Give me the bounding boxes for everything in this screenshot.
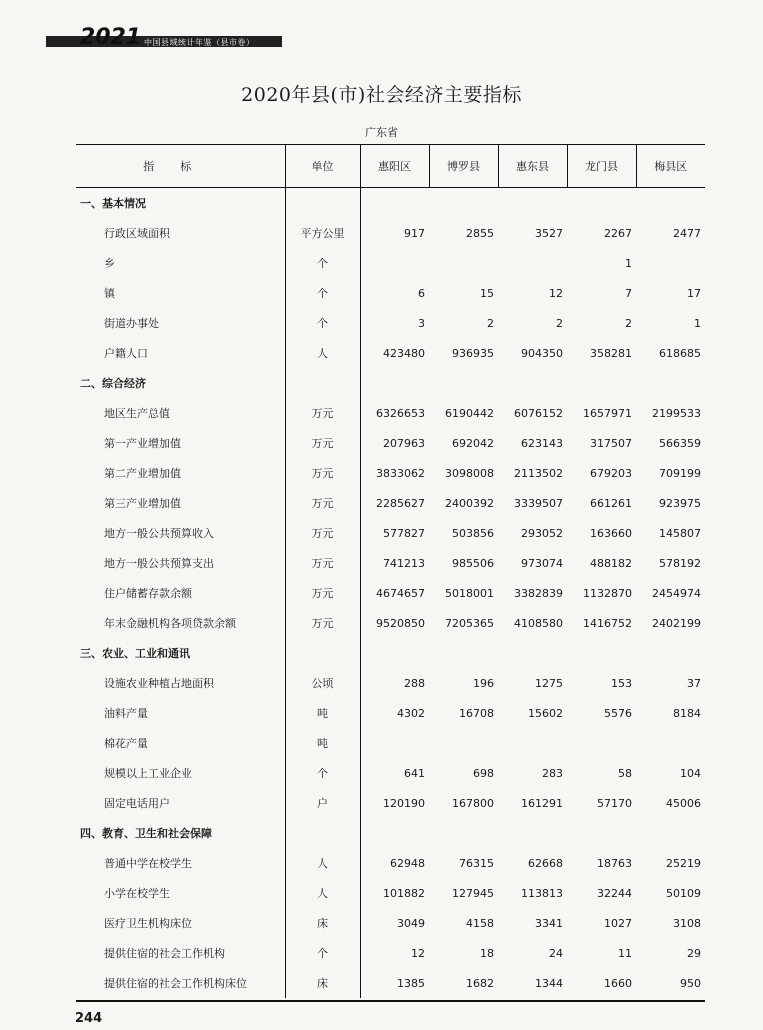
value-cell: 2	[487, 316, 494, 330]
value-cell: 4674657	[360, 578, 429, 608]
unit-cell: 个	[285, 308, 360, 338]
table-row	[76, 248, 705, 278]
value-cell: 7	[625, 286, 632, 300]
indicator-label: 医疗卫生机构床位	[104, 917, 192, 930]
indicator-label: 乡	[104, 257, 115, 270]
unit-cell: 吨	[285, 698, 360, 728]
value-cell: 423480	[360, 338, 429, 368]
value-cell: 6076152	[514, 406, 563, 420]
value-cell: 2400392	[445, 496, 494, 510]
value-cell: 161291	[521, 796, 563, 810]
value-cell	[567, 728, 636, 758]
table-row	[76, 878, 705, 908]
indicator-table	[76, 144, 705, 998]
value-cell: 3108	[673, 916, 701, 930]
unit-cell: 人	[285, 878, 360, 908]
indicator-label: 第二产业增加值	[104, 467, 181, 480]
header-county-3: 惠东县	[498, 145, 567, 188]
value-cell: 709199	[659, 466, 701, 480]
value-cell	[429, 728, 498, 758]
value-cell: 4108580	[514, 616, 563, 630]
section-label: 三、农业、工业和通讯	[80, 647, 190, 660]
value-cell: 127945	[452, 886, 494, 900]
table-row	[76, 698, 705, 728]
value-cell: 62668	[528, 856, 563, 870]
value-cell: 2113502	[514, 466, 563, 480]
value-cell: 101882	[360, 878, 429, 908]
value-cell	[567, 368, 636, 398]
unit-cell: 公顷	[285, 668, 360, 698]
value-cell	[429, 818, 498, 848]
value-cell: 6326653	[360, 398, 429, 428]
value-cell: 12	[360, 938, 429, 968]
value-cell: 936935	[452, 346, 494, 360]
value-cell: 904350	[521, 346, 563, 360]
indicator-label: 地方一般公共预算收入	[104, 527, 214, 540]
indicator-label: 设施农业种植占地面积	[104, 677, 214, 690]
value-cell: 283	[542, 766, 563, 780]
value-cell: 288	[360, 668, 429, 698]
unit-cell: 平方公里	[285, 218, 360, 248]
value-cell	[360, 248, 429, 278]
header-county-1: 惠阳区	[360, 145, 429, 188]
indicator-label: 提供住宿的社会工作机构床位	[104, 977, 247, 990]
value-cell: 2855	[466, 226, 494, 240]
value-cell	[429, 248, 498, 278]
unit-cell: 万元	[285, 458, 360, 488]
value-cell: 32244	[597, 886, 632, 900]
indicator-label: 第一产业增加值	[104, 437, 181, 450]
section-label: 四、教育、卫生和社会保障	[80, 827, 212, 840]
value-cell: 623143	[521, 436, 563, 450]
value-cell	[498, 248, 567, 278]
value-cell: 2	[625, 316, 632, 330]
value-cell: 24	[549, 946, 563, 960]
value-cell: 153	[611, 676, 632, 690]
value-cell: 5018001	[445, 586, 494, 600]
unit-cell: 万元	[285, 578, 360, 608]
header-unit: 单位	[285, 145, 360, 188]
value-cell: 577827	[360, 518, 429, 548]
table-row	[76, 908, 705, 938]
unit-cell: 万元	[285, 428, 360, 458]
unit-cell: 万元	[285, 398, 360, 428]
value-cell: 661261	[590, 496, 632, 510]
bottom-rule	[76, 1000, 705, 1002]
value-cell: 1385	[360, 968, 429, 998]
value-cell: 4302	[360, 698, 429, 728]
indicator-label: 镇	[104, 287, 115, 300]
table-row	[76, 278, 705, 308]
header-county-4: 龙门县	[567, 145, 636, 188]
unit-cell: 床	[285, 968, 360, 998]
value-cell: 578192	[659, 556, 701, 570]
table-row	[76, 938, 705, 968]
value-cell: 973074	[521, 556, 563, 570]
section-row	[76, 638, 705, 668]
value-cell	[360, 728, 429, 758]
value-cell: 3341	[535, 916, 563, 930]
value-cell: 196	[473, 676, 494, 690]
value-cell: 2199533	[652, 406, 701, 420]
value-cell	[360, 188, 429, 219]
value-cell: 76315	[459, 856, 494, 870]
value-cell: 120190	[360, 788, 429, 818]
value-cell: 104	[680, 766, 701, 780]
indicator-label: 棉花产量	[104, 737, 148, 750]
value-cell	[567, 188, 636, 219]
value-cell	[498, 188, 567, 219]
table-row	[76, 218, 705, 248]
unit-cell	[285, 368, 360, 398]
value-cell	[498, 818, 567, 848]
value-cell	[498, 638, 567, 668]
indicator-label: 住户储蓄存款余额	[104, 587, 192, 600]
unit-cell: 万元	[285, 548, 360, 578]
value-cell: 2402199	[652, 616, 701, 630]
value-cell: 1344	[535, 976, 563, 990]
value-cell: 9520850	[360, 608, 429, 638]
table-row	[76, 608, 705, 638]
value-cell: 3382839	[514, 586, 563, 600]
header-county-2: 博罗县	[429, 145, 498, 188]
unit-cell: 吨	[285, 728, 360, 758]
value-cell: 692042	[452, 436, 494, 450]
unit-cell: 万元	[285, 608, 360, 638]
table-row	[76, 578, 705, 608]
table-row	[76, 548, 705, 578]
header-year: 2021	[80, 25, 142, 50]
value-cell: 950	[680, 976, 701, 990]
page-title: 2020年县(市)社会经济主要指标	[241, 84, 522, 106]
table-row	[76, 788, 705, 818]
unit-cell: 万元	[285, 488, 360, 518]
value-cell: 18763	[597, 856, 632, 870]
value-cell: 25219	[666, 856, 701, 870]
value-cell: 503856	[452, 526, 494, 540]
value-cell: 1660	[604, 976, 632, 990]
value-cell: 293052	[521, 526, 563, 540]
unit-cell: 个	[285, 758, 360, 788]
value-cell: 45006	[666, 796, 701, 810]
table-row	[76, 428, 705, 458]
value-cell: 29	[687, 946, 701, 960]
value-cell: 11	[618, 946, 632, 960]
indicator-label: 固定电话用户	[104, 797, 170, 810]
table-row	[76, 518, 705, 548]
value-cell	[636, 248, 705, 278]
value-cell: 7205365	[445, 616, 494, 630]
value-cell: 1682	[466, 976, 494, 990]
value-cell: 698	[473, 766, 494, 780]
value-cell: 923975	[659, 496, 701, 510]
value-cell: 113813	[521, 886, 563, 900]
unit-cell: 万元	[285, 518, 360, 548]
value-cell	[360, 368, 429, 398]
unit-cell: 床	[285, 908, 360, 938]
value-cell	[636, 728, 705, 758]
value-cell: 1416752	[583, 616, 632, 630]
value-cell	[429, 368, 498, 398]
header-indicator: 指标	[76, 145, 285, 188]
value-cell	[360, 818, 429, 848]
indicator-label: 油料产量	[104, 707, 148, 720]
value-cell	[636, 188, 705, 219]
value-cell: 58	[618, 766, 632, 780]
unit-cell	[285, 638, 360, 668]
value-cell: 163660	[590, 526, 632, 540]
value-cell: 3	[360, 308, 429, 338]
unit-cell: 人	[285, 848, 360, 878]
indicator-label: 普通中学在校学生	[104, 857, 192, 870]
table-row	[76, 488, 705, 518]
value-cell: 16708	[459, 706, 494, 720]
indicator-label: 行政区域面积	[104, 227, 170, 240]
indicator-label: 户籍人口	[104, 347, 148, 360]
value-cell	[360, 638, 429, 668]
value-cell: 4158	[466, 916, 494, 930]
value-cell: 641	[360, 758, 429, 788]
value-cell: 2	[556, 316, 563, 330]
value-cell	[429, 638, 498, 668]
value-cell: 985506	[452, 556, 494, 570]
section-row	[76, 368, 705, 398]
unit-cell: 个	[285, 248, 360, 278]
value-cell: 1657971	[583, 406, 632, 420]
table-row	[76, 338, 705, 368]
header-masthead: 中国县域统计年鉴（县市卷）	[144, 38, 255, 47]
value-cell: 741213	[360, 548, 429, 578]
value-cell: 488182	[590, 556, 632, 570]
value-cell: 207963	[360, 428, 429, 458]
unit-cell	[285, 818, 360, 848]
value-cell: 18	[480, 946, 494, 960]
table-row	[76, 848, 705, 878]
value-cell: 62948	[360, 848, 429, 878]
unit-cell: 个	[285, 938, 360, 968]
table-row	[76, 398, 705, 428]
value-cell: 1	[694, 316, 701, 330]
value-cell: 17	[687, 286, 701, 300]
value-cell: 2477	[673, 226, 701, 240]
value-cell: 12	[549, 286, 563, 300]
value-cell: 2285627	[360, 488, 429, 518]
indicator-label: 年末金融机构各项贷款余额	[104, 617, 236, 630]
province-label: 广东省	[365, 126, 398, 139]
table-row	[76, 308, 705, 338]
indicator-label: 地区生产总值	[104, 407, 170, 420]
value-cell: 917	[360, 218, 429, 248]
value-cell: 317507	[590, 436, 632, 450]
section-row	[76, 818, 705, 848]
value-cell: 50109	[666, 886, 701, 900]
table-row	[76, 728, 705, 758]
value-cell: 1027	[604, 916, 632, 930]
value-cell: 2267	[604, 226, 632, 240]
value-cell: 8184	[673, 706, 701, 720]
value-cell: 15	[480, 286, 494, 300]
value-cell: 3833062	[360, 458, 429, 488]
value-cell: 57170	[597, 796, 632, 810]
indicator-label: 第三产业增加值	[104, 497, 181, 510]
value-cell: 566359	[659, 436, 701, 450]
value-cell: 358281	[590, 346, 632, 360]
value-cell	[429, 188, 498, 219]
value-cell	[498, 368, 567, 398]
value-cell: 618685	[659, 346, 701, 360]
section-label: 二、综合经济	[80, 377, 146, 390]
value-cell	[636, 368, 705, 398]
table-row	[76, 668, 705, 698]
page-number: 244	[75, 1011, 103, 1026]
indicator-label: 地方一般公共预算支出	[104, 557, 214, 570]
value-cell: 2454974	[652, 586, 701, 600]
unit-cell	[285, 188, 360, 219]
header-county-5: 梅县区	[636, 145, 705, 188]
value-cell: 1275	[535, 676, 563, 690]
value-cell: 1132870	[583, 586, 632, 600]
value-cell	[636, 638, 705, 668]
unit-cell: 户	[285, 788, 360, 818]
value-cell: 1	[625, 256, 632, 270]
indicator-label: 提供住宿的社会工作机构	[104, 947, 225, 960]
table-row	[76, 458, 705, 488]
value-cell: 3527	[535, 226, 563, 240]
indicator-label: 小学在校学生	[104, 887, 170, 900]
value-cell: 3098008	[445, 466, 494, 480]
value-cell	[567, 638, 636, 668]
section-label: 一、基本情况	[80, 197, 146, 210]
section-row	[76, 188, 705, 219]
indicator-label: 规模以上工业企业	[104, 767, 192, 780]
value-cell: 5576	[604, 706, 632, 720]
value-cell	[498, 728, 567, 758]
value-cell: 679203	[590, 466, 632, 480]
table-row	[76, 968, 705, 998]
value-cell: 15602	[528, 706, 563, 720]
value-cell: 3339507	[514, 496, 563, 510]
value-cell: 37	[687, 676, 701, 690]
value-cell: 167800	[452, 796, 494, 810]
table-header-row	[76, 145, 705, 188]
indicator-label: 街道办事处	[104, 317, 159, 330]
value-cell: 6	[360, 278, 429, 308]
unit-cell: 人	[285, 338, 360, 368]
value-cell	[567, 818, 636, 848]
unit-cell: 个	[285, 278, 360, 308]
table-row	[76, 758, 705, 788]
value-cell: 145807	[659, 526, 701, 540]
value-cell: 6190442	[445, 406, 494, 420]
value-cell: 3049	[360, 908, 429, 938]
value-cell	[636, 818, 705, 848]
